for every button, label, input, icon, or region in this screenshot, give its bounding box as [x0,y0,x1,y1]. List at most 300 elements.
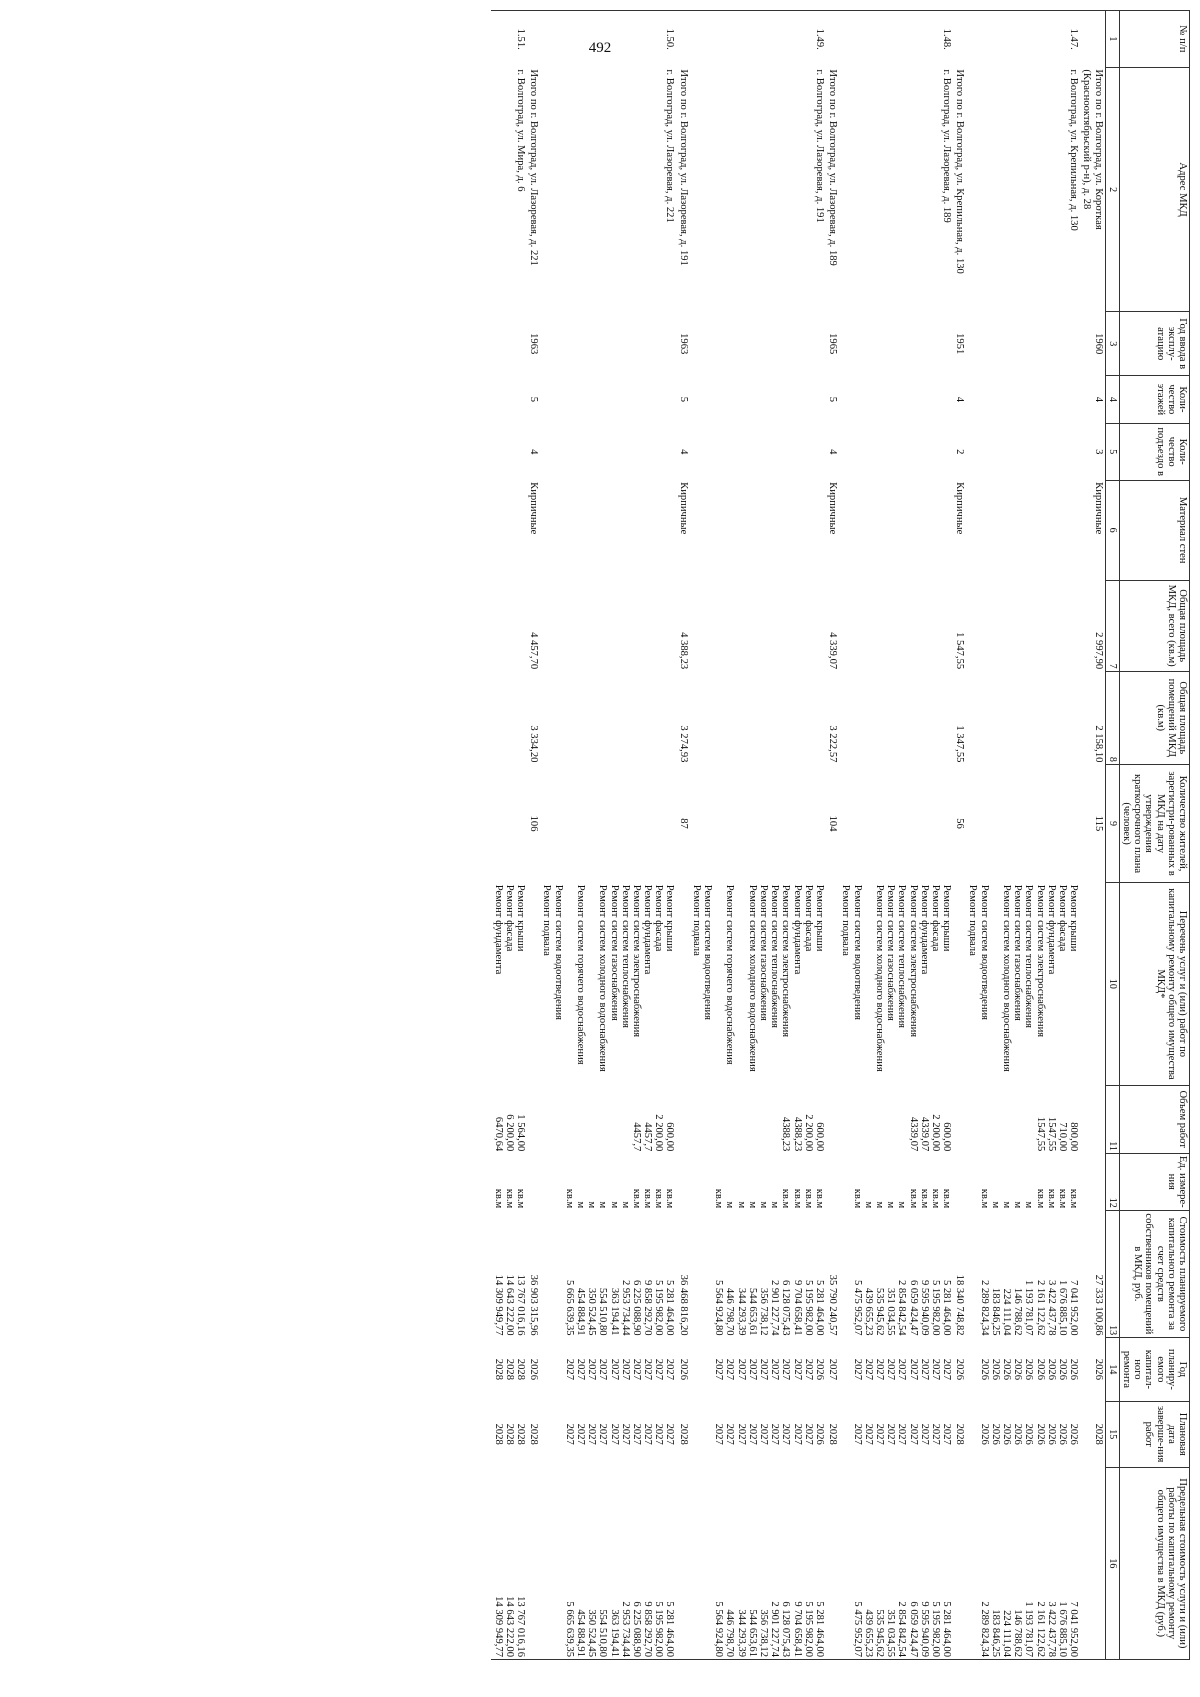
cell-line: 2027 [769,1358,781,1380]
cell-line: 2027 [735,1358,747,1380]
cell-line: 2027 [597,1423,609,1445]
cell-line: 439 655,23 [862,1609,874,1657]
total-finish: 2028 [827,1423,839,1445]
cell-line: 2027 [851,1423,863,1445]
cell-line [1012,1087,1023,1151]
cell-line: 2 289 824,34 [978,1601,990,1657]
building-address: г. Волгоград, ул. Лазоревая, д. 221 [664,69,676,223]
cell-line [597,1087,608,1151]
volume-cell [677,1085,690,1153]
column-number: 5 [1105,423,1119,480]
cell-line: 356 738,12 [758,1609,770,1657]
total-material: Кирпичные [827,482,839,535]
total-label: Итого по г. Волгоград, ул. Лазоревая, д. 189 [827,69,839,266]
column-number: 13 [1105,1210,1119,1337]
cell-line: 2027 [802,1358,814,1380]
limit-list [491,1467,527,1659]
cell-line: 2026 [1034,1358,1046,1380]
cell-line: 2027 [630,1358,642,1380]
total-floors: 4 [954,396,966,403]
finish-list [690,1401,826,1467]
cell-line: м [1023,1201,1035,1209]
cell-line: м [758,1201,770,1209]
cell-line: кв.м [851,1188,863,1209]
work-item: Ремонт систем теплоснабжения [896,884,908,1028]
cell-line: 2026 [813,1423,825,1445]
cell-line: 2027 [885,1423,897,1445]
cell-line: м [586,1201,598,1209]
empty-cell [491,580,527,671]
cell-line: 2026 [1056,1358,1068,1380]
cell-line: 9 858 292,70 [642,1601,654,1657]
cell-line: 2026 [1068,1358,1080,1380]
volume-cell [826,1085,839,1153]
empty-cell [839,580,953,671]
work-item: Ремонт систем газоснабжения [1012,884,1024,1021]
empty-cell [540,671,676,764]
work-item: Ремонт фундамента [1045,884,1057,975]
empty-cell [491,423,527,480]
unit-list [690,1153,826,1210]
total-row [826,11,839,1660]
cell-line: кв.м [907,1188,919,1209]
limit-cell [1080,1467,1105,1659]
empty-cell [540,376,676,424]
empty-cell [839,764,953,882]
year-list [839,1338,953,1402]
cell-line: 544 653,61 [746,1287,758,1336]
total-area-premises: 3 222,57 [827,725,839,763]
cell-line: кв.м [941,1188,953,1209]
total-row [953,11,966,1660]
total-floors: 5 [528,396,540,403]
empty-cell [966,376,1080,424]
cell-line [896,1087,907,1151]
work-item: Ремонт систем газоснабжения [758,884,770,1021]
total-area-premises: 2 158,10 [1092,725,1104,763]
cell-line: 554 510,80 [597,1287,609,1336]
cell-line: 6 128 075,43 [780,1601,792,1657]
total-area-total: 4 388,23 [677,632,689,670]
limit-list [839,1467,953,1659]
cell-line: 224 111,04 [1001,1288,1013,1336]
empty-cell [966,423,1080,480]
column-number: 10 [1105,883,1119,1085]
column-number: 15 [1105,1401,1119,1467]
cell-line: 2027 [769,1423,781,1445]
cell-line: 2026 [989,1358,1001,1380]
cell-line [620,1087,631,1151]
cell-line: 2027 [586,1423,598,1445]
cell-line: 554 510,80 [597,1609,609,1657]
column-header: Год ввода в эксплу-атацию [1119,312,1189,376]
work-item: Ремонт систем водоотведения [552,884,564,1021]
total-residents: 56 [954,818,966,829]
cell-line: 446 798,70 [724,1609,736,1657]
cell-line: 2028 [515,1423,527,1445]
empty-cell [540,764,676,882]
cell-line: 2 953 734,44 [619,1279,631,1336]
column-number: 6 [1105,480,1119,580]
cell-line: 2027 [918,1358,930,1380]
total-cost: 35 790 240,57 [827,1274,839,1336]
empty-cell [839,480,953,580]
cell-line: м [608,1201,620,1209]
cell-line: 2027 [851,1358,863,1380]
work-item: Ремонт фасада [1056,884,1068,952]
empty-cell [540,423,676,480]
cell-line: 2027 [597,1358,609,1380]
empty-cell [839,376,953,424]
total-area-total: 2 997,90 [1092,632,1104,670]
work-item: Ремонт подвала [967,884,979,956]
cell-line: 146 788,62 [1012,1287,1024,1336]
cell-line: 2028 [503,1358,515,1380]
unit-list [839,1153,953,1210]
column-number: 3 [1105,312,1119,376]
cell-line: 2027 [896,1358,908,1380]
empty-cell [540,312,676,376]
cell-line: 6 059 424,47 [907,1279,919,1336]
total-material: Кирпичные [677,482,689,535]
cell-line [575,1087,586,1151]
cell-line: 2027 [907,1358,919,1380]
volume-cell [527,1085,540,1153]
row-number: 1.51. [491,11,527,68]
limit-list [540,1467,676,1659]
total-entrances: 4 [528,449,540,455]
cell-line: 2027 [608,1358,620,1380]
column-header: Стоимость планируемого капитального ремонта за счет средств собственников помещений в МКД, руб. [1119,1210,1189,1337]
cell-line: м [597,1201,609,1209]
building-address: г. Волгоград, ул. Лазоревая, д. 189 [941,69,953,223]
work-item: Ремонт фасада [503,884,515,952]
total-year: 1960 [1092,333,1104,355]
work-item: Ремонт систем теплоснабжения [1023,884,1035,1028]
cell-line: 5 195 982,00 [929,1601,941,1657]
column-number: 7 [1105,580,1119,671]
cell-line: 2 161 122,62 [1034,1601,1046,1657]
cell-line: 439 655,23 [862,1287,874,1336]
row-number-cell [1080,11,1105,68]
cell-line: 454 884,91 [575,1609,586,1657]
cell-line: 2028 [492,1423,504,1445]
limit-cell [826,1467,839,1659]
work-item: Ремонт систем электроснабжения [630,884,642,1038]
volume-cell [1080,1085,1105,1153]
cell-line: 7 041 952,00 [1068,1279,1080,1336]
cell-line [713,1087,724,1151]
cost-list [540,1210,676,1337]
cell-line: 446 798,70 [724,1287,736,1336]
cell-line: 6 200,00 [503,1114,515,1152]
row-number-cell [953,11,966,68]
cell-line: 5 564 924,80 [713,1601,725,1657]
cell-line: м [769,1201,781,1209]
empty-cell [966,580,1080,671]
cell-line: 2027 [563,1358,575,1380]
cell-line: 9 704 658,41 [791,1601,803,1657]
work-item: Ремонт систем водоотведения [851,884,863,1021]
work-item: Ремонт систем электроснабжения [907,884,919,1038]
cell-line: 2 200,00 [802,1114,814,1152]
cell-line: 2 289 824,34 [978,1279,990,1336]
cell-line: 5 475 952,07 [851,1279,863,1336]
total-residents: 104 [827,815,839,832]
cell-line: м [746,1201,758,1209]
unit-cell [826,1153,839,1210]
total-row [527,11,540,1660]
works-cell [527,883,540,1085]
cell-line: 2027 [608,1423,620,1445]
works-list [966,883,1080,1085]
cell-line [564,1087,575,1151]
cell-line: 1 193 781,07 [1023,1279,1035,1336]
work-item: Ремонт систем водоотведения [702,884,714,1021]
volume-list [491,1085,527,1153]
building-row [491,11,527,1660]
empty-cell [690,480,826,580]
column-number: 11 [1105,1085,1119,1153]
cell-line: 2027 [791,1423,803,1445]
cell-line: 5 195 982,00 [653,1601,665,1657]
cell-line: кв.м [503,1188,515,1209]
total-floors: 5 [827,396,839,403]
cell-line: кв.м [713,1188,725,1209]
cell-line: кв.м [929,1188,941,1209]
cell-line: 5 281 464,00 [664,1279,676,1336]
building-row [690,11,826,1660]
works-cell [826,883,839,1085]
total-finish: 2028 [528,1423,540,1445]
cell-line: 4388,23 [780,1116,792,1152]
cell-line: 1 564,00 [515,1114,527,1152]
cell-line [863,1087,874,1151]
cell-line: кв.м [492,1188,504,1209]
work-item: Ремонт крыши [664,884,676,952]
total-entrances: 4 [827,449,839,455]
table-body [491,11,1105,1660]
cell-line: 2026 [978,1423,990,1445]
empty-cell [540,480,676,580]
cell-line: 2027 [896,1423,908,1445]
total-material: Кирпичные [528,482,540,535]
cell-line [990,1087,1001,1151]
work-item: Ремонт подвала [541,884,553,956]
work-item: Ремонт систем газоснабжения [608,884,620,1021]
cell-line: 1 193 781,07 [1023,1601,1035,1657]
row-number-cell [677,11,690,68]
empty-cell [491,312,527,376]
column-header: № п/п [1119,11,1189,68]
building-address: г. Волгоград, ул. Крепильная, д. 130 [1068,69,1080,231]
work-item: Ремонт фундамента [918,884,930,975]
cell-line: 14 309 949,77 [492,1596,504,1657]
work-item: Ремонт систем теплоснабжения [769,884,781,1028]
cell-line: 2027 [802,1423,814,1445]
cell-line: 2027 [653,1358,665,1380]
cell-line: 2027 [862,1358,874,1380]
cell-line: м [1001,1201,1013,1209]
cell-line: 6 059 424,47 [907,1601,919,1657]
cell-line: 4339,07 [918,1116,930,1152]
cell-line: 2026 [1034,1423,1046,1445]
empty-cell [966,480,1080,580]
cell-line [1001,1087,1012,1151]
column-number: 12 [1105,1153,1119,1210]
limit-list [966,1467,1080,1659]
cell-line: 14 309 949,77 [492,1274,504,1336]
cell-line: 4339,07 [907,1116,919,1152]
total-residents: 115 [1092,815,1104,832]
cell-line: 2026 [1023,1358,1035,1380]
total-label: Итого по г. Волгоград, ул. Короткая (Краснооктябрьский р-н), д. 28 [1081,69,1104,230]
work-item: Ремонт систем горячего водоснабжения [574,884,586,1065]
cell-line [769,1087,780,1151]
cell-line: 2026 [978,1358,990,1380]
cell-line: кв.м [563,1188,575,1209]
empty-cell [491,480,527,580]
work-item: Ремонт систем холодного водоснабжения [746,884,758,1072]
cost-list [839,1210,953,1337]
total-label: Итого по г. Волгоград, ул. Лазоревая, д. 191 [677,69,689,266]
finish-list [491,1401,527,1467]
cell-line: кв.м [642,1188,654,1209]
unit-cell [677,1153,690,1210]
work-item: Ремонт систем теплоснабжения [619,884,631,1028]
work-item: Ремонт систем холодного водоснабжения [1001,884,1013,1072]
cell-line: кв.м [1056,1188,1068,1209]
cell-line [1023,1087,1034,1151]
row-number: 1.47. [966,11,1080,68]
total-residents: 106 [528,815,540,832]
column-header: Объем работ [1119,1085,1189,1153]
cell-line: 2027 [619,1423,631,1445]
cell-line: 2 854 842,54 [896,1279,908,1336]
cell-line: м [873,1201,885,1209]
cell-line: кв.м [802,1188,814,1209]
cell-line: 2027 [929,1423,941,1445]
page-number: 492 [588,40,612,56]
cell-line: 2027 [941,1423,953,1445]
cell-line: 2026 [813,1358,825,1380]
total-cost: 36 468 816,20 [677,1274,689,1336]
work-item: Ремонт систем газоснабжения [885,884,897,1021]
cell-line: 9 595 940,09 [918,1279,930,1336]
cell-line: 2027 [630,1423,642,1445]
cell-line: 2026 [989,1423,1001,1445]
column-number: 4 [1105,376,1119,424]
cell-line: 710,00 [1056,1122,1068,1152]
cell-line [885,1087,896,1151]
limit-cell [527,1467,540,1659]
unit-list [491,1153,527,1210]
cell-line: 146 788,62 [1012,1609,1024,1657]
finish-list [839,1401,953,1467]
work-item: Ремонт фундамента [642,884,654,975]
finish-list [966,1401,1080,1467]
cell-line: 1 676 885,10 [1056,1279,1068,1336]
cell-line: 2028 [503,1423,515,1445]
total-floors: 5 [677,396,689,403]
cell-line: кв.м [978,1188,990,1209]
column-header: Общая площадь помещений МКД (кв.м) [1119,671,1189,764]
column-number: 14 [1105,1338,1119,1402]
unit-cell [953,1153,966,1210]
cell-line: 9 858 292,70 [642,1279,654,1336]
work-item: Ремонт фундамента [791,884,803,975]
cell-line: 2026 [1001,1358,1013,1380]
work-item: Ремонт крыши [1068,884,1080,952]
cell-line: 363 194,41 [608,1609,620,1657]
total-row [677,11,690,1660]
total-label: Итого по г. Волгоград, ул. Крепильная, д. 130 [954,69,966,274]
empty-cell [966,671,1080,764]
total-finish: 2028 [1092,1423,1104,1445]
cell-line: 2026 [1012,1358,1024,1380]
empty-cell [966,764,1080,882]
cell-line: 2027 [724,1423,736,1445]
work-item: Ремонт систем горячего водоснабжения [724,884,736,1065]
building-address: г. Волгоград, ул. Мира, д. 6 [515,69,527,192]
cell-line: 5 281 464,00 [941,1601,953,1657]
works-cell [1080,883,1105,1085]
work-item: Ремонт систем электроснабжения [1034,884,1046,1038]
cell-line: 351 034,55 [885,1287,897,1336]
column-header: Адрес МКД [1119,67,1189,312]
column-header: Ед. измере-ния [1119,1153,1189,1210]
total-area-premises: 3 274,93 [677,725,689,763]
cell-line: 2 901 227,74 [769,1601,781,1657]
empty-cell [839,671,953,764]
cell-line: 4457,7 [630,1122,642,1152]
cell-line: 9 704 658,41 [791,1279,803,1336]
cell-line: 454 884,91 [575,1287,586,1336]
cell-line: 363 194,41 [608,1287,620,1336]
cell-line: 535 945,62 [873,1609,885,1657]
cell-line: 2026 [1068,1423,1080,1445]
building-row [540,11,676,1660]
cost-list [966,1210,1080,1337]
column-number: 16 [1105,1467,1119,1659]
cell-line: 2027 [713,1423,725,1445]
cell-line: 14 643 222,00 [503,1596,515,1657]
cell-line: 6 225 088,90 [630,1601,642,1657]
cell-line: кв.м [813,1188,825,1209]
works-list [540,883,676,1085]
cell-line: 2026 [1045,1423,1057,1445]
empty-cell [690,423,826,480]
limit-cell [953,1467,966,1659]
cell-line: м [989,1201,1001,1209]
cell-line: 1 676 885,10 [1056,1601,1068,1657]
cell-line: кв.м [664,1188,676,1209]
cell-line: 2027 [780,1423,792,1445]
work-item: Ремонт фасада [802,884,814,952]
cell-line: кв.м [918,1188,930,1209]
cell-line: 2027 [746,1423,758,1445]
cell-line [851,1087,862,1151]
cell-line: 3 422 437,78 [1045,1279,1057,1336]
total-material: Кирпичные [1092,482,1104,535]
cell-line: 2027 [873,1358,885,1380]
cell-line [874,1087,885,1151]
total-material: Кирпичные [954,482,966,535]
cell-line: 2026 [1001,1423,1013,1445]
building-address: г. Волгоград, ул. Лазоревая, д. 191 [813,69,825,223]
total-area-premises: 3 334,20 [528,725,540,763]
cell-line: 2027 [575,1358,586,1380]
